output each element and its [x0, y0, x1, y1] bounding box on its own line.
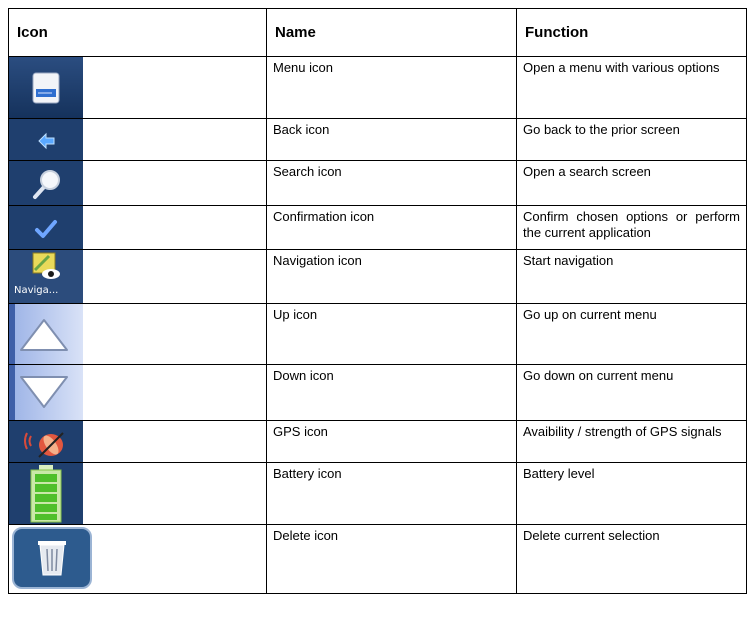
gps-icon — [9, 421, 266, 462]
table-row — [9, 119, 747, 161]
row-function: Go back to the prior screen — [517, 119, 747, 161]
header-name: Name — [267, 9, 517, 57]
row-function: Battery level — [517, 463, 747, 525]
row-name: Navigation icon — [267, 250, 517, 304]
row-name: Up icon — [267, 304, 517, 365]
navigation-icon-label: Naviga... — [14, 285, 59, 296]
row-name: Search icon — [267, 161, 517, 206]
row-function: Start navigation — [517, 250, 747, 304]
search-icon — [9, 161, 266, 205]
navigation-icon — [9, 250, 83, 303]
table-row — [9, 57, 747, 119]
row-name: Back icon — [267, 119, 517, 161]
row-function: Delete current selection — [517, 525, 747, 594]
row-function: Go up on current menu — [517, 304, 747, 365]
menu-icon — [9, 57, 266, 118]
table-row — [9, 463, 747, 525]
header-icon: Icon — [9, 9, 267, 57]
table-row — [9, 161, 747, 206]
table-row — [9, 421, 747, 463]
battery-icon — [9, 463, 266, 524]
row-function: Open a search screen — [517, 161, 747, 206]
table-row — [9, 365, 747, 421]
row-function: Go down on current menu — [517, 365, 747, 421]
table-row — [9, 250, 747, 304]
header-function: Function — [517, 9, 747, 57]
row-function: Confirm chosen options or perform the current application — [517, 206, 747, 250]
row-function: Avaibility / strength of GPS signals — [517, 421, 747, 463]
table-row — [9, 304, 747, 365]
delete-icon — [9, 525, 266, 593]
row-function: Open a menu with various options — [517, 57, 747, 119]
row-name: Down icon — [267, 365, 517, 421]
table-row — [9, 525, 747, 594]
icon-reference-table — [8, 8, 747, 594]
row-name: Menu icon — [267, 57, 517, 119]
row-name: Battery icon — [267, 463, 517, 525]
confirmation-icon — [9, 206, 266, 249]
down-icon — [9, 365, 266, 420]
row-name: GPS icon — [267, 421, 517, 463]
row-name: Delete icon — [267, 525, 517, 594]
up-icon — [9, 304, 266, 364]
row-name: Confirmation icon — [267, 206, 517, 250]
table-header-row — [9, 9, 747, 57]
table-row — [9, 206, 747, 250]
back-icon — [9, 119, 266, 160]
